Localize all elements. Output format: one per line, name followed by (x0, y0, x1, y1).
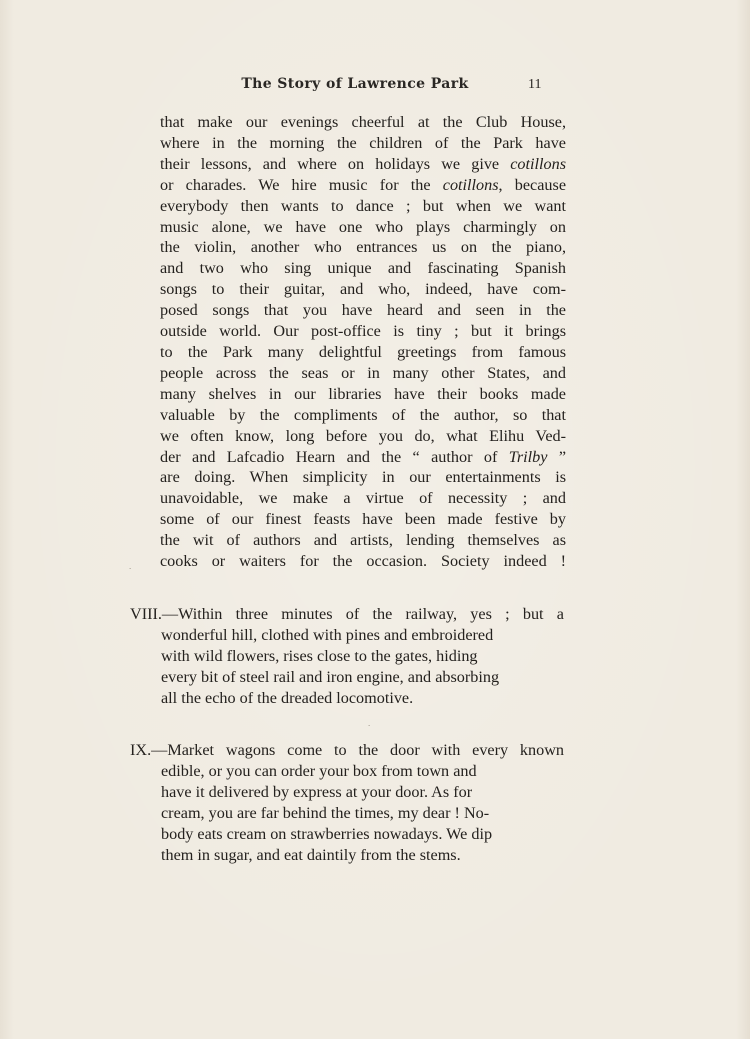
text-line: all the echo of the dreaded locomotive. (161, 688, 414, 707)
text-line: with wild flowers, rises close to the gates, hiding (161, 646, 478, 665)
section-viii (130, 604, 564, 709)
continued-paragraph (160, 112, 566, 572)
page-header (0, 74, 750, 98)
text-line: some of our finest feasts have been made festive by (160, 510, 566, 529)
text-line: the violin, another who entrances us on the piano, (160, 238, 566, 257)
text-line: posed songs that you have heard and seen in the (160, 301, 566, 320)
section-first-line: VIII.—Within three minutes of the railway, yes ; but a (130, 605, 564, 623)
text-line: their lessons, and where on holidays we give cotillons (160, 154, 567, 173)
text-line: we often know, long before you do, what Elihu Ved- (160, 426, 566, 445)
text-line: that make our evenings cheerful at the Club House, (160, 113, 566, 131)
text-line: many shelves in our libraries have their books made (160, 384, 566, 403)
text-line: der and Lafcadio Hearn and the “ author of Trilby ” (160, 447, 567, 466)
ink-speck: · (368, 722, 371, 730)
text-line: are doing. When simplicity in our entertainments is (160, 468, 566, 487)
text-line: everybody then wants to dance ; but when we want (160, 196, 566, 215)
text-line: people across the seas or in many other States, and (160, 363, 566, 382)
text-line: songs to their guitar, and who, indeed, have com- (160, 280, 566, 299)
text-line: music alone, we have one who plays charmingly on (160, 217, 566, 236)
text-line: valuable by the compliments of the author, so that (160, 405, 566, 424)
text-line: them in sugar, and eat daintily from the stems. (161, 845, 461, 864)
text-line: or charades. We hire music for the cotillons, because (160, 175, 566, 194)
text-line: every bit of steel rail and iron engine, and absorbing (161, 667, 500, 686)
text-line: cooks or waiters for the occasion. Society indeed ! (160, 552, 566, 571)
text-line: where in the morning the children of the Park have (160, 133, 566, 152)
section-first-line: IX.—Market wagons come to the door with every known (130, 741, 564, 759)
text-line: and two who sing unique and fascinating Spanish (160, 259, 566, 278)
text-line: wonderful hill, clothed with pines and embroidered (161, 625, 494, 644)
running-title: The Story of Lawrence Park (241, 76, 469, 92)
text-line: the wit of authors and artists, lending themselves as (160, 531, 566, 550)
text-line: to the Park many delightful greetings from famous (160, 342, 566, 361)
text-line: body eats cream on strawberries nowadays. We dip (161, 824, 493, 843)
italic-word: Trilby (508, 447, 548, 466)
text-line: have it delivered by express at your door. As for (161, 782, 473, 801)
italic-word: cotillons (442, 175, 499, 194)
ink-speck: · (129, 565, 132, 573)
section-ix (130, 740, 564, 865)
text-line: edible, or you can order your box from town and (161, 761, 477, 780)
text-line: unavoidable, we make a virtue of necessity ; and (160, 489, 566, 508)
page-number: 11 (528, 77, 542, 92)
text-line: outside world. Our post-office is tiny ; but it brings (160, 322, 566, 341)
text-line: cream, you are far behind the times, my dear ! No- (161, 803, 490, 822)
italic-word: cotillons (510, 154, 567, 173)
